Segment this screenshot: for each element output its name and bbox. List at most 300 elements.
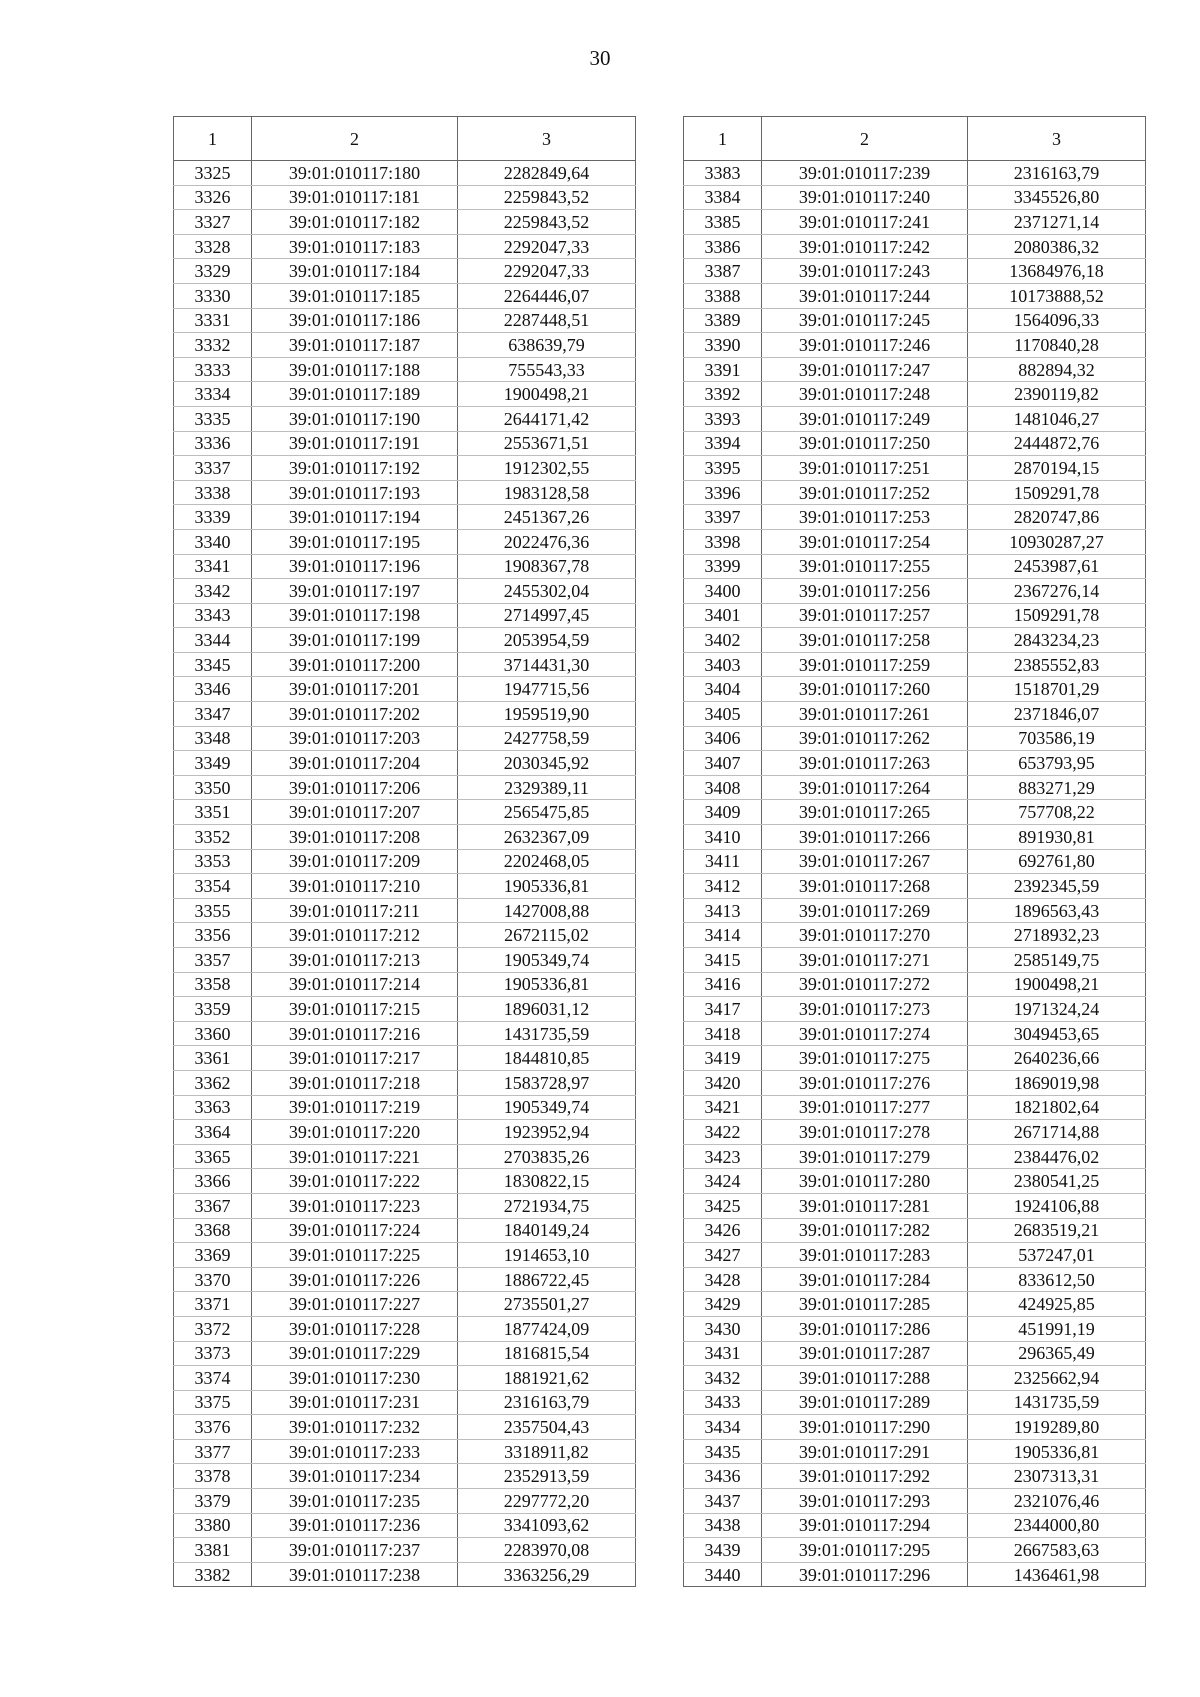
table-row — [684, 997, 1146, 1022]
cadastral-number-cell: 39:01:010117:228 — [252, 1316, 458, 1341]
value-cell: 2259843,52 — [458, 210, 636, 235]
column-header-3: 3 — [968, 117, 1146, 161]
cadastral-number-cell: 39:01:010117:276 — [762, 1070, 968, 1095]
cadastral-number-cell: 39:01:010117:181 — [252, 185, 458, 210]
value-cell: 1816815,54 — [458, 1341, 636, 1366]
row-number-cell: 3360 — [174, 1021, 252, 1046]
value-cell: 2444872,76 — [968, 431, 1146, 456]
value-cell: 1912302,55 — [458, 456, 636, 481]
row-number-cell: 3412 — [684, 874, 762, 899]
cadastral-number-cell: 39:01:010117:290 — [762, 1415, 968, 1440]
value-cell: 2735501,27 — [458, 1292, 636, 1317]
cadastral-number-cell: 39:01:010117:207 — [252, 800, 458, 825]
cadastral-number-cell: 39:01:010117:189 — [252, 382, 458, 407]
value-cell: 424925,85 — [968, 1292, 1146, 1317]
row-number-cell: 3376 — [174, 1415, 252, 1440]
cadastral-number-cell: 39:01:010117:266 — [762, 825, 968, 850]
cadastral-number-cell: 39:01:010117:206 — [252, 775, 458, 800]
cadastral-number-cell: 39:01:010117:185 — [252, 283, 458, 308]
cadastral-number-cell: 39:01:010117:193 — [252, 480, 458, 505]
row-number-cell: 3383 — [684, 161, 762, 186]
row-number-cell: 3365 — [174, 1144, 252, 1169]
cadastral-number-cell: 39:01:010117:291 — [762, 1439, 968, 1464]
table-row — [174, 849, 636, 874]
cadastral-number-cell: 39:01:010117:292 — [762, 1464, 968, 1489]
cadastral-number-cell: 39:01:010117:233 — [252, 1439, 458, 1464]
cadastral-number-cell: 39:01:010117:277 — [762, 1095, 968, 1120]
row-number-cell: 3402 — [684, 628, 762, 653]
table-row — [684, 185, 1146, 210]
cadastral-number-cell: 39:01:010117:190 — [252, 406, 458, 431]
value-cell: 2380541,25 — [968, 1169, 1146, 1194]
value-cell: 1905336,81 — [968, 1439, 1146, 1464]
table-row — [684, 948, 1146, 973]
value-cell: 1914653,10 — [458, 1243, 636, 1268]
cadastral-number-cell: 39:01:010117:226 — [252, 1267, 458, 1292]
row-number-cell: 3422 — [684, 1120, 762, 1145]
value-cell: 3341093,62 — [458, 1513, 636, 1538]
value-cell: 2325662,94 — [968, 1366, 1146, 1391]
row-number-cell: 3352 — [174, 825, 252, 850]
row-number-cell: 3392 — [684, 382, 762, 407]
value-cell: 891930,81 — [968, 825, 1146, 850]
value-cell: 2316163,79 — [968, 161, 1146, 186]
value-cell: 2820747,86 — [968, 505, 1146, 530]
row-number-cell: 3357 — [174, 948, 252, 973]
value-cell: 1905349,74 — [458, 948, 636, 973]
row-number-cell: 3398 — [684, 529, 762, 554]
value-cell: 755543,33 — [458, 357, 636, 382]
value-cell: 2371846,07 — [968, 702, 1146, 727]
table-row — [174, 357, 636, 382]
value-cell: 1427008,88 — [458, 898, 636, 923]
table-row — [684, 972, 1146, 997]
row-number-cell: 3397 — [684, 505, 762, 530]
value-cell: 1431735,59 — [458, 1021, 636, 1046]
cadastral-number-cell: 39:01:010117:250 — [762, 431, 968, 456]
cadastral-number-cell: 39:01:010117:208 — [252, 825, 458, 850]
table-row — [174, 1218, 636, 1243]
table-row — [174, 997, 636, 1022]
row-number-cell: 3336 — [174, 431, 252, 456]
row-number-cell: 3377 — [174, 1439, 252, 1464]
cadastral-number-cell: 39:01:010117:191 — [252, 431, 458, 456]
cadastral-number-cell: 39:01:010117:223 — [252, 1193, 458, 1218]
cadastral-number-cell: 39:01:010117:229 — [252, 1341, 458, 1366]
cadastral-number-cell: 39:01:010117:192 — [252, 456, 458, 481]
value-cell: 757708,22 — [968, 800, 1146, 825]
value-cell: 2667583,63 — [968, 1538, 1146, 1563]
table-row — [684, 603, 1146, 628]
value-cell: 2451367,26 — [458, 505, 636, 530]
cadastral-number-cell: 39:01:010117:286 — [762, 1316, 968, 1341]
table-row — [174, 456, 636, 481]
table-row — [684, 1120, 1146, 1145]
row-number-cell: 3426 — [684, 1218, 762, 1243]
value-cell: 2640236,66 — [968, 1046, 1146, 1071]
table-row — [174, 1316, 636, 1341]
value-cell: 2672115,02 — [458, 923, 636, 948]
table-row — [684, 825, 1146, 850]
table-row — [684, 1341, 1146, 1366]
value-cell: 2455302,04 — [458, 579, 636, 604]
row-number-cell: 3390 — [684, 333, 762, 358]
cadastral-number-cell: 39:01:010117:293 — [762, 1489, 968, 1514]
row-number-cell: 3432 — [684, 1366, 762, 1391]
value-cell: 2453987,61 — [968, 554, 1146, 579]
table-row — [174, 579, 636, 604]
table-row — [684, 1366, 1146, 1391]
cadastral-number-cell: 39:01:010117:211 — [252, 898, 458, 923]
value-cell: 3049453,65 — [968, 1021, 1146, 1046]
table-row — [174, 1513, 636, 1538]
row-number-cell: 3388 — [684, 283, 762, 308]
value-cell: 2367276,14 — [968, 579, 1146, 604]
cadastral-number-cell: 39:01:010117:244 — [762, 283, 968, 308]
table-row — [684, 1144, 1146, 1169]
table-row — [684, 161, 1146, 186]
value-cell: 1923952,94 — [458, 1120, 636, 1145]
value-cell: 2703835,26 — [458, 1144, 636, 1169]
cadastral-number-cell: 39:01:010117:210 — [252, 874, 458, 899]
row-number-cell: 3411 — [684, 849, 762, 874]
value-cell: 2843234,23 — [968, 628, 1146, 653]
table-row — [174, 1292, 636, 1317]
row-number-cell: 3374 — [174, 1366, 252, 1391]
cadastral-number-cell: 39:01:010117:268 — [762, 874, 968, 899]
value-cell: 638639,79 — [458, 333, 636, 358]
table-row — [174, 1243, 636, 1268]
row-number-cell: 3369 — [174, 1243, 252, 1268]
table-row — [684, 529, 1146, 554]
cadastral-number-cell: 39:01:010117:204 — [252, 751, 458, 776]
value-cell: 2371271,14 — [968, 210, 1146, 235]
row-number-cell: 3380 — [174, 1513, 252, 1538]
row-number-cell: 3433 — [684, 1390, 762, 1415]
value-cell: 2321076,46 — [968, 1489, 1146, 1514]
cadastral-number-cell: 39:01:010117:275 — [762, 1046, 968, 1071]
table-row — [684, 1489, 1146, 1514]
row-number-cell: 3393 — [684, 406, 762, 431]
cadastral-number-cell: 39:01:010117:183 — [252, 234, 458, 259]
cadastral-number-cell: 39:01:010117:287 — [762, 1341, 968, 1366]
cadastral-number-cell: 39:01:010117:294 — [762, 1513, 968, 1538]
row-number-cell: 3386 — [684, 234, 762, 259]
row-number-cell: 3342 — [174, 579, 252, 604]
table-row — [684, 652, 1146, 677]
row-number-cell: 3366 — [174, 1169, 252, 1194]
row-number-cell: 3326 — [174, 185, 252, 210]
row-number-cell: 3410 — [684, 825, 762, 850]
table-row — [174, 1562, 636, 1587]
value-cell: 1919289,80 — [968, 1415, 1146, 1440]
row-number-cell: 3403 — [684, 652, 762, 677]
row-number-cell: 3349 — [174, 751, 252, 776]
column-header-2: 2 — [762, 117, 968, 161]
row-number-cell: 3340 — [174, 529, 252, 554]
row-number-cell: 3348 — [174, 726, 252, 751]
table-row — [174, 1390, 636, 1415]
value-cell: 1900498,21 — [458, 382, 636, 407]
row-number-cell: 3347 — [174, 702, 252, 727]
value-cell: 2632367,09 — [458, 825, 636, 850]
value-cell: 2357504,43 — [458, 1415, 636, 1440]
value-cell: 1821802,64 — [968, 1095, 1146, 1120]
row-number-cell: 3364 — [174, 1120, 252, 1145]
table-row — [684, 1439, 1146, 1464]
value-cell: 2030345,92 — [458, 751, 636, 776]
cadastral-number-cell: 39:01:010117:203 — [252, 726, 458, 751]
row-number-cell: 3400 — [684, 579, 762, 604]
value-cell: 2287448,51 — [458, 308, 636, 333]
value-cell: 1844810,85 — [458, 1046, 636, 1071]
value-cell: 653793,95 — [968, 751, 1146, 776]
table-row — [174, 210, 636, 235]
row-number-cell: 3427 — [684, 1243, 762, 1268]
cadastral-number-cell: 39:01:010117:218 — [252, 1070, 458, 1095]
row-number-cell: 3418 — [684, 1021, 762, 1046]
value-cell: 3714431,30 — [458, 652, 636, 677]
value-cell: 2053954,59 — [458, 628, 636, 653]
table-row — [684, 898, 1146, 923]
row-number-cell: 3339 — [174, 505, 252, 530]
table-row — [174, 1193, 636, 1218]
table-row — [174, 874, 636, 899]
row-number-cell: 3435 — [684, 1439, 762, 1464]
value-cell: 1881921,62 — [458, 1366, 636, 1391]
value-cell: 2427758,59 — [458, 726, 636, 751]
value-cell: 2683519,21 — [968, 1218, 1146, 1243]
table-row — [684, 1390, 1146, 1415]
value-cell: 1583728,97 — [458, 1070, 636, 1095]
cadastral-number-cell: 39:01:010117:280 — [762, 1169, 968, 1194]
table-row — [174, 677, 636, 702]
row-number-cell: 3424 — [684, 1169, 762, 1194]
row-number-cell: 3368 — [174, 1218, 252, 1243]
value-cell: 1983128,58 — [458, 480, 636, 505]
table-row — [174, 775, 636, 800]
cadastral-number-cell: 39:01:010117:197 — [252, 579, 458, 604]
table-row — [684, 1046, 1146, 1071]
row-number-cell: 3372 — [174, 1316, 252, 1341]
row-number-cell: 3385 — [684, 210, 762, 235]
cadastral-number-cell: 39:01:010117:241 — [762, 210, 968, 235]
row-number-cell: 3387 — [684, 259, 762, 284]
value-cell: 1896031,12 — [458, 997, 636, 1022]
cadastral-number-cell: 39:01:010117:196 — [252, 554, 458, 579]
value-cell: 2384476,02 — [968, 1144, 1146, 1169]
row-number-cell: 3430 — [684, 1316, 762, 1341]
table-row — [174, 726, 636, 751]
cadastral-number-cell: 39:01:010117:224 — [252, 1218, 458, 1243]
cadastral-number-cell: 39:01:010117:230 — [252, 1366, 458, 1391]
row-number-cell: 3356 — [174, 923, 252, 948]
row-number-cell: 3420 — [684, 1070, 762, 1095]
value-cell: 1509291,78 — [968, 603, 1146, 628]
cadastral-number-cell: 39:01:010117:242 — [762, 234, 968, 259]
cadastral-number-cell: 39:01:010117:282 — [762, 1218, 968, 1243]
table-row — [174, 161, 636, 186]
row-number-cell: 3407 — [684, 751, 762, 776]
value-cell: 1830822,15 — [458, 1169, 636, 1194]
row-number-cell: 3351 — [174, 800, 252, 825]
value-cell: 1959519,90 — [458, 702, 636, 727]
row-number-cell: 3425 — [684, 1193, 762, 1218]
column-header-3: 3 — [458, 117, 636, 161]
row-number-cell: 3440 — [684, 1562, 762, 1587]
table-row — [684, 1513, 1146, 1538]
value-cell: 2307313,31 — [968, 1464, 1146, 1489]
cadastral-number-cell: 39:01:010117:264 — [762, 775, 968, 800]
row-number-cell: 3341 — [174, 554, 252, 579]
row-number-cell: 3381 — [174, 1538, 252, 1563]
row-number-cell: 3419 — [684, 1046, 762, 1071]
table-row — [174, 1169, 636, 1194]
value-cell: 2344000,80 — [968, 1513, 1146, 1538]
table-row — [684, 1415, 1146, 1440]
row-number-cell: 3384 — [684, 185, 762, 210]
table-row — [174, 751, 636, 776]
table-row — [174, 652, 636, 677]
column-header-2: 2 — [252, 117, 458, 161]
cadastral-number-cell: 39:01:010117:243 — [762, 259, 968, 284]
cadastral-number-cell: 39:01:010117:261 — [762, 702, 968, 727]
table-row — [684, 751, 1146, 776]
table-left — [173, 116, 636, 1587]
cadastral-number-cell: 39:01:010117:249 — [762, 406, 968, 431]
cadastral-number-cell: 39:01:010117:227 — [252, 1292, 458, 1317]
row-number-cell: 3345 — [174, 652, 252, 677]
cadastral-number-cell: 39:01:010117:215 — [252, 997, 458, 1022]
table-row — [684, 259, 1146, 284]
row-number-cell: 3409 — [684, 800, 762, 825]
value-cell: 2671714,88 — [968, 1120, 1146, 1145]
table-row — [174, 972, 636, 997]
row-number-cell: 3343 — [174, 603, 252, 628]
row-number-cell: 3396 — [684, 480, 762, 505]
row-number-cell: 3416 — [684, 972, 762, 997]
row-number-cell: 3354 — [174, 874, 252, 899]
table-row — [174, 185, 636, 210]
table-row — [174, 234, 636, 259]
table-row — [684, 1193, 1146, 1218]
cadastral-number-cell: 39:01:010117:195 — [252, 529, 458, 554]
row-number-cell: 3437 — [684, 1489, 762, 1514]
table-row — [684, 874, 1146, 899]
table-row — [174, 1366, 636, 1391]
table-row — [684, 1538, 1146, 1563]
table-row — [684, 800, 1146, 825]
cadastral-number-cell: 39:01:010117:202 — [252, 702, 458, 727]
row-number-cell: 3328 — [174, 234, 252, 259]
cadastral-number-cell: 39:01:010117:245 — [762, 308, 968, 333]
value-cell: 1924106,88 — [968, 1193, 1146, 1218]
value-cell: 2297772,20 — [458, 1489, 636, 1514]
value-cell: 451991,19 — [968, 1316, 1146, 1341]
row-number-cell: 3391 — [684, 357, 762, 382]
row-number-cell: 3431 — [684, 1341, 762, 1366]
cadastral-number-cell: 39:01:010117:213 — [252, 948, 458, 973]
table-row — [174, 628, 636, 653]
value-cell: 883271,29 — [968, 775, 1146, 800]
row-number-cell: 3401 — [684, 603, 762, 628]
value-cell: 2585149,75 — [968, 948, 1146, 973]
table-row — [174, 1439, 636, 1464]
value-cell: 1908367,78 — [458, 554, 636, 579]
table-row — [684, 480, 1146, 505]
cadastral-number-cell: 39:01:010117:257 — [762, 603, 968, 628]
table-row — [174, 800, 636, 825]
cadastral-number-cell: 39:01:010117:186 — [252, 308, 458, 333]
value-cell: 2329389,11 — [458, 775, 636, 800]
value-cell: 1971324,24 — [968, 997, 1146, 1022]
row-number-cell: 3363 — [174, 1095, 252, 1120]
value-cell: 2259843,52 — [458, 185, 636, 210]
value-cell: 2080386,32 — [968, 234, 1146, 259]
cadastral-number-cell: 39:01:010117:260 — [762, 677, 968, 702]
cadastral-number-cell: 39:01:010117:258 — [762, 628, 968, 653]
table-row — [684, 849, 1146, 874]
cadastral-number-cell: 39:01:010117:231 — [252, 1390, 458, 1415]
cadastral-number-cell: 39:01:010117:255 — [762, 554, 968, 579]
value-cell: 2385552,83 — [968, 652, 1146, 677]
table-row — [174, 1144, 636, 1169]
table-row — [174, 382, 636, 407]
table-row — [174, 1070, 636, 1095]
cadastral-number-cell: 39:01:010117:289 — [762, 1390, 968, 1415]
row-number-cell: 3438 — [684, 1513, 762, 1538]
value-cell: 2714997,45 — [458, 603, 636, 628]
cadastral-number-cell: 39:01:010117:252 — [762, 480, 968, 505]
cadastral-number-cell: 39:01:010117:216 — [252, 1021, 458, 1046]
value-cell: 1481046,27 — [968, 406, 1146, 431]
table-row — [684, 775, 1146, 800]
table-row — [684, 726, 1146, 751]
cadastral-number-cell: 39:01:010117:271 — [762, 948, 968, 973]
row-number-cell: 3404 — [684, 677, 762, 702]
cadastral-number-cell: 39:01:010117:232 — [252, 1415, 458, 1440]
value-cell: 2644171,42 — [458, 406, 636, 431]
table-row — [174, 480, 636, 505]
row-number-cell: 3371 — [174, 1292, 252, 1317]
row-number-cell: 3367 — [174, 1193, 252, 1218]
value-cell: 1518701,29 — [968, 677, 1146, 702]
value-cell: 1840149,24 — [458, 1218, 636, 1243]
table-row — [174, 1464, 636, 1489]
cadastral-number-cell: 39:01:010117:221 — [252, 1144, 458, 1169]
cadastral-number-cell: 39:01:010117:259 — [762, 652, 968, 677]
row-number-cell: 3405 — [684, 702, 762, 727]
row-number-cell: 3399 — [684, 554, 762, 579]
row-number-cell: 3334 — [174, 382, 252, 407]
row-number-cell: 3378 — [174, 1464, 252, 1489]
value-cell: 1869019,98 — [968, 1070, 1146, 1095]
cadastral-number-cell: 39:01:010117:222 — [252, 1169, 458, 1194]
cadastral-number-cell: 39:01:010117:225 — [252, 1243, 458, 1268]
table-row — [684, 923, 1146, 948]
value-cell: 692761,80 — [968, 849, 1146, 874]
table-row — [174, 948, 636, 973]
cadastral-number-cell: 39:01:010117:288 — [762, 1366, 968, 1391]
cadastral-number-cell: 39:01:010117:209 — [252, 849, 458, 874]
value-cell: 2870194,15 — [968, 456, 1146, 481]
value-cell: 1905336,81 — [458, 874, 636, 899]
cadastral-number-cell: 39:01:010117:219 — [252, 1095, 458, 1120]
row-number-cell: 3373 — [174, 1341, 252, 1366]
value-cell: 2202468,05 — [458, 849, 636, 874]
cadastral-number-cell: 39:01:010117:184 — [252, 259, 458, 284]
table-row — [684, 1267, 1146, 1292]
